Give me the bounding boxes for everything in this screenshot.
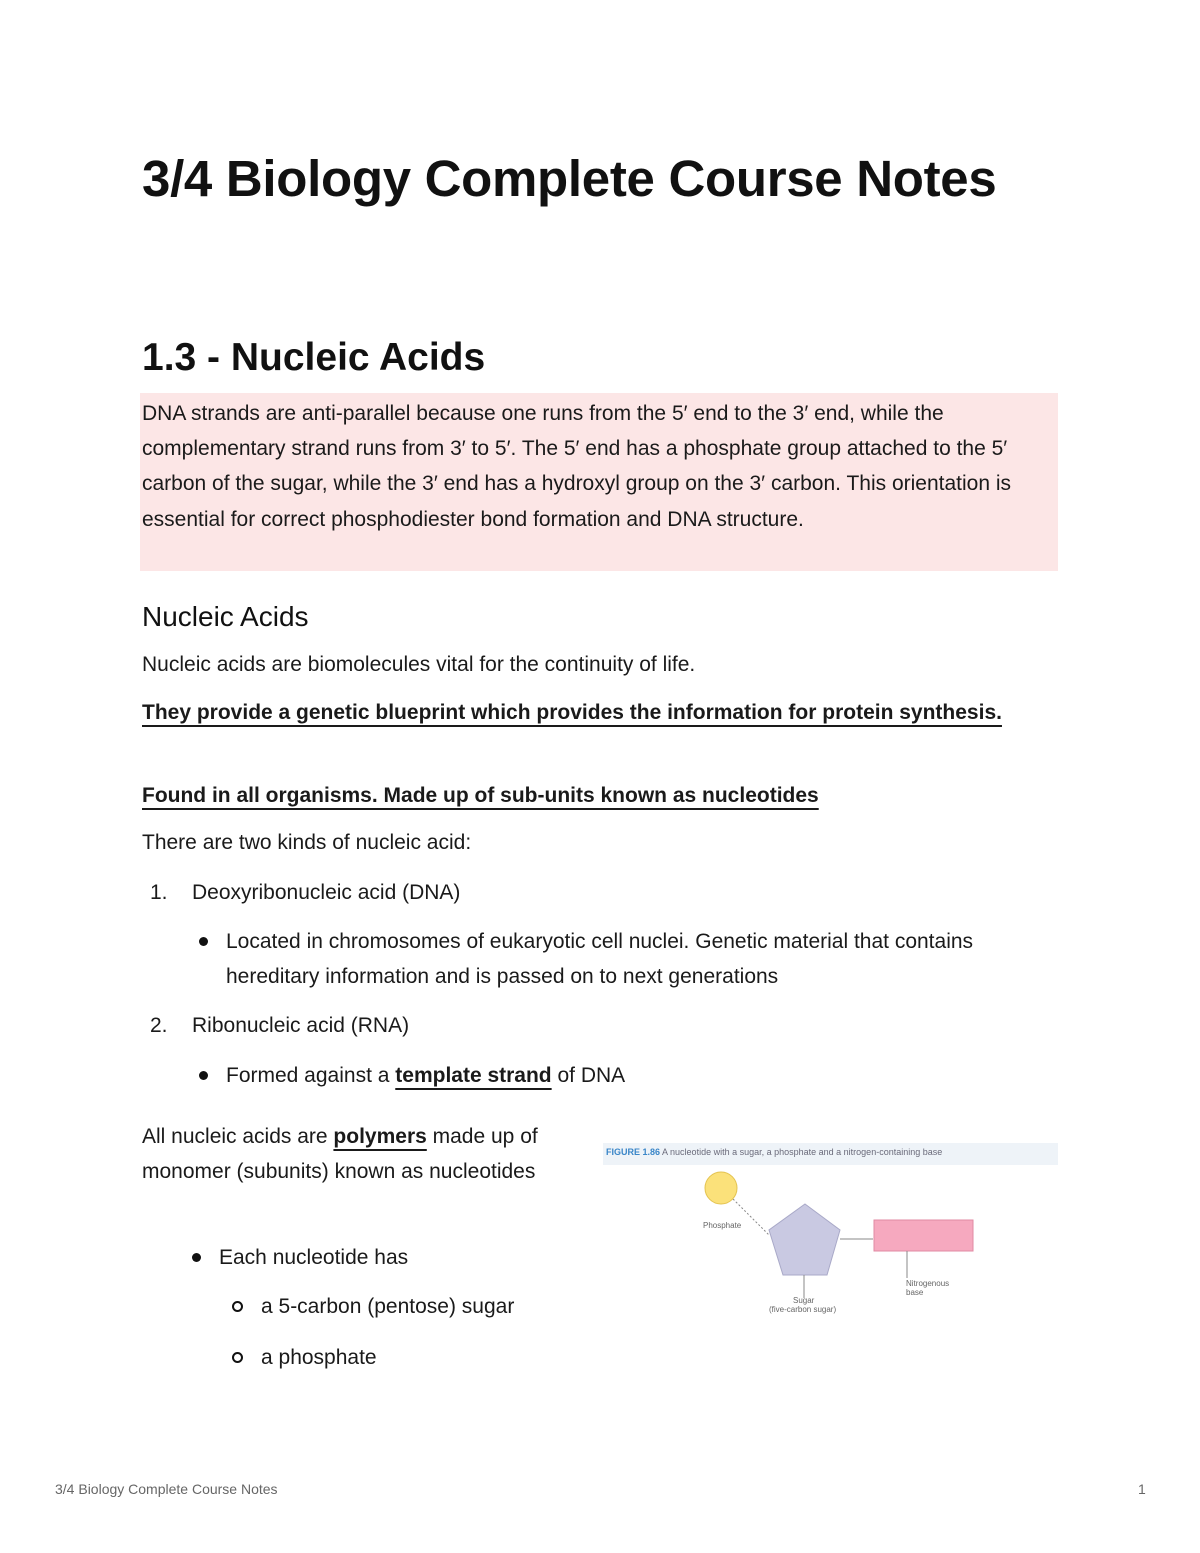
list-number: 2. [150,1014,168,1037]
paragraph-kinds: There are two kinds of nucleic acid: [142,831,472,854]
paragraph-organisms [142,778,1042,813]
callout-text: DNA strands are anti-parallel because one runs from the 5′ end to the 3′ end, while the complementary strand runs from 3′ to 5′. The 5′ end has a phosphate group attached to the 5′ carbon of the sugar, while the 3′ end has a hydroxyl group on the 3′ carbon. This orientation is essential for correct phosphodiester bond formation and DNA structure. [142,402,1012,531]
base-rectangle [874,1220,973,1251]
bullet-each-nucleotide: Each nucleotide has [219,1246,409,1269]
label-base: Nitrogenous [906,1279,950,1288]
polymers-pre: All nucleic acids are [142,1125,334,1148]
footer-title: 3/4 Biology Complete Course Notes [55,1481,278,1497]
paragraph-organisms-text: Found in all organisms. Made up of sub-units known as nucleotides [142,784,819,807]
label-phosphate: Phosphate [703,1221,742,1230]
bullet-dot [192,1253,201,1262]
paragraph-blueprint-text: They provide a genetic blueprint which provides the information for protein synthesis. [142,701,1002,724]
bullet-dot [199,1071,208,1080]
polymers-term: polymers [333,1125,427,1148]
label-base-sub: base [906,1288,924,1297]
list-item-dna [150,875,460,910]
bullet-rna-post: of DNA [551,1064,626,1087]
subheading: Nucleic Acids [142,601,309,632]
sub-bullet-phosphate: a phosphate [261,1346,377,1369]
bullet-dna-location: Located in chromosomes of eukaryotic cell nuclei. Genetic material that contains hereditary information and is passed on to next generations [226,930,974,988]
nucleotide-figure [603,1143,1058,1317]
polymers-post: made up of monomer (subunits) known as nucleotides [142,1125,538,1183]
circle-bullet [232,1352,243,1363]
bullet-dot [199,937,208,946]
bullet-rna-pre: Formed against a [226,1064,396,1087]
page-title: 3/4 Biology Complete Course Notes [142,150,997,207]
nucleotide-diagram [603,1143,1058,1317]
paragraph-intro: Nucleic acids are biomolecules vital for the continuity of life. [142,653,696,676]
paragraph-blueprint [142,695,1022,730]
list-item-rna [150,1008,409,1043]
list-item-label: Deoxyribonucleic acid (DNA) [192,881,461,904]
list-item-label: Ribonucleic acid (RNA) [192,1014,410,1037]
bullet-rna-template [226,1058,625,1093]
template-strand-term: template strand [395,1064,552,1087]
list-number: 1. [150,881,168,904]
label-sugar: Sugar [793,1296,815,1305]
sugar-pentagon [769,1204,840,1275]
figure-number: FIGURE 1.86 [606,1147,661,1157]
circle-bullet [232,1301,243,1312]
label-sugar-sub: (five-carbon sugar) [769,1305,837,1314]
page-number: 1 [1138,1481,1146,1497]
figure-caption-text: A nucleotide with a sugar, a phosphate and a nitrogen-containing base [660,1147,943,1157]
sub-bullet-sugar: a 5-carbon (pentose) sugar [261,1295,515,1318]
phosphate-circle [705,1172,737,1204]
section-heading: 1.3 - Nucleic Acids [142,336,486,379]
paragraph-polymers [142,1119,592,1189]
